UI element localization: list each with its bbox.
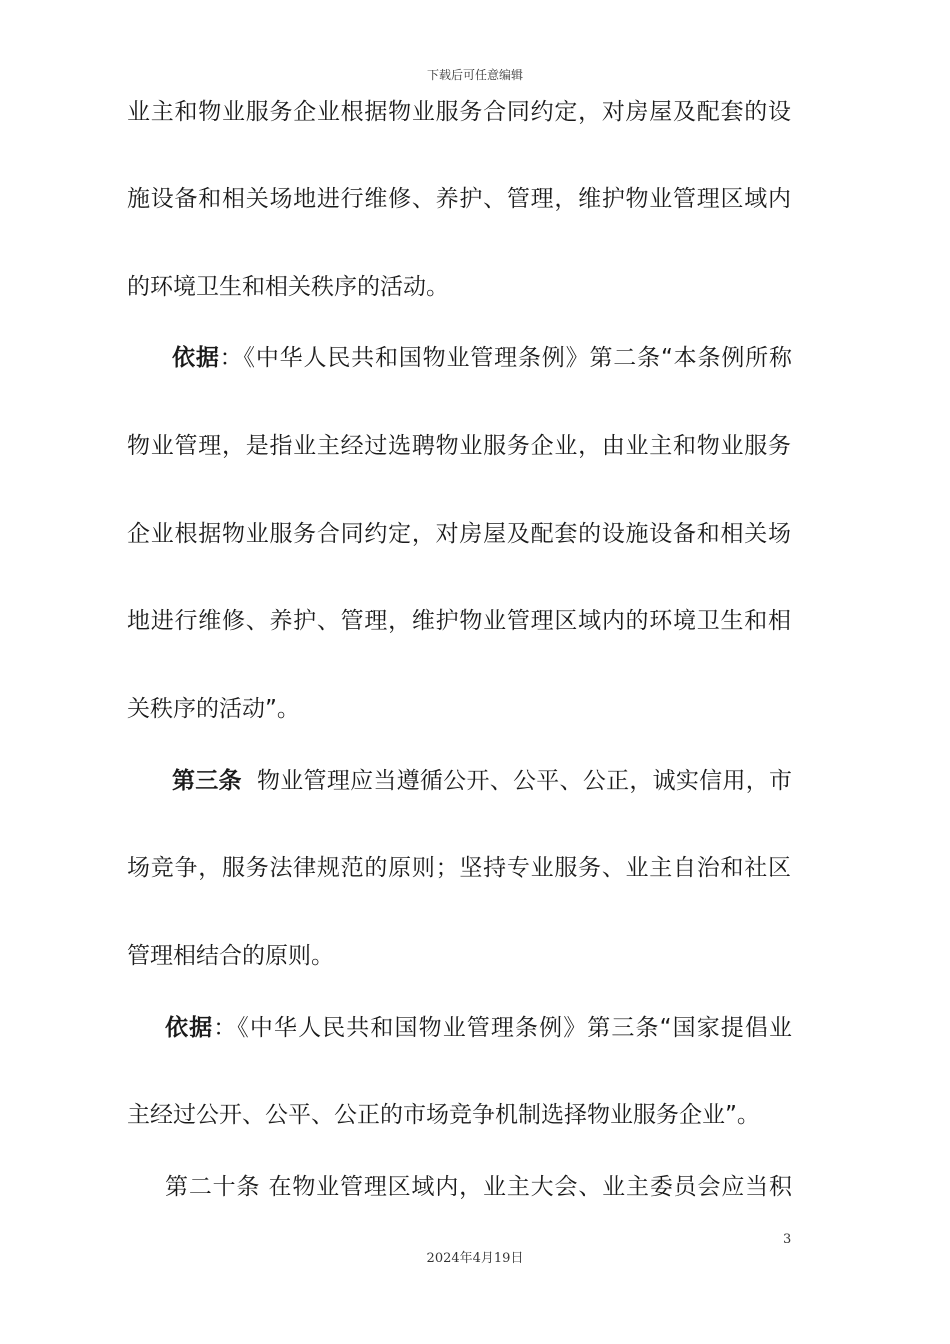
paragraph-1-line-2: 施设备和相关场地进行维修、养护、管理，维护物业管理区域内 bbox=[127, 186, 791, 212]
paragraph-1-line-3: 的环境卫生和相关秩序的活动。 bbox=[127, 274, 449, 300]
paragraph-3-line-1-text: 物业管理应当遵循公开、公平、公正，诚实信用，市 bbox=[241, 768, 792, 794]
paragraph-2-line-1-text: ：《中华人民共和国物业管理条例》第二条“本条例所称 bbox=[219, 345, 792, 371]
paragraph-4-line-2: 主经过公开、公平、公正的市场竞争机制选择物业服务企业”。 bbox=[127, 1102, 760, 1128]
paragraph-4-line-1 bbox=[165, 1013, 792, 1043]
paragraph-2-line-3: 企业根据物业服务合同约定，对房屋及配套的设施设备和相关场 bbox=[127, 521, 791, 547]
paragraph-5-line-1: 第二十条 在物业管理区域内，业主大会、业主委员会应当积 bbox=[165, 1174, 792, 1200]
paragraph-3-line-2: 场竞争，服务法律规范的原则；坚持专业服务、业主自治和社区 bbox=[127, 855, 791, 881]
footer-date: 2024年4月19日 bbox=[426, 1251, 524, 1266]
page-number: 3 bbox=[783, 1232, 792, 1247]
paragraph-2-line-4: 地进行维修、养护、管理，维护物业管理区域内的环境卫生和相 bbox=[127, 608, 791, 634]
paragraph-3-line-1 bbox=[172, 766, 792, 796]
paragraph-3-line-3: 管理相结合的原则。 bbox=[127, 943, 334, 969]
header-note: 下载后可任意编辑 bbox=[426, 68, 523, 82]
paragraph-4-line-1-text: ：《中华人民共和国物业管理条例》第三条“国家提倡业 bbox=[213, 1015, 792, 1041]
paragraph-1-line-1: 业主和物业服务企业根据物业服务合同约定，对房屋及配套的设 bbox=[127, 99, 791, 125]
paragraph-2-line-5: 关秩序的活动”。 bbox=[127, 696, 300, 722]
paragraph-2-line-1 bbox=[172, 343, 792, 373]
article-3-label: 第三条 bbox=[172, 768, 242, 794]
basis-label: 依据 bbox=[172, 345, 220, 371]
paragraph-2-line-2: 物业管理，是指业主经过选聘物业服务企业，由业主和物业服务 bbox=[127, 433, 791, 459]
basis-label-2: 依据 bbox=[165, 1015, 214, 1041]
